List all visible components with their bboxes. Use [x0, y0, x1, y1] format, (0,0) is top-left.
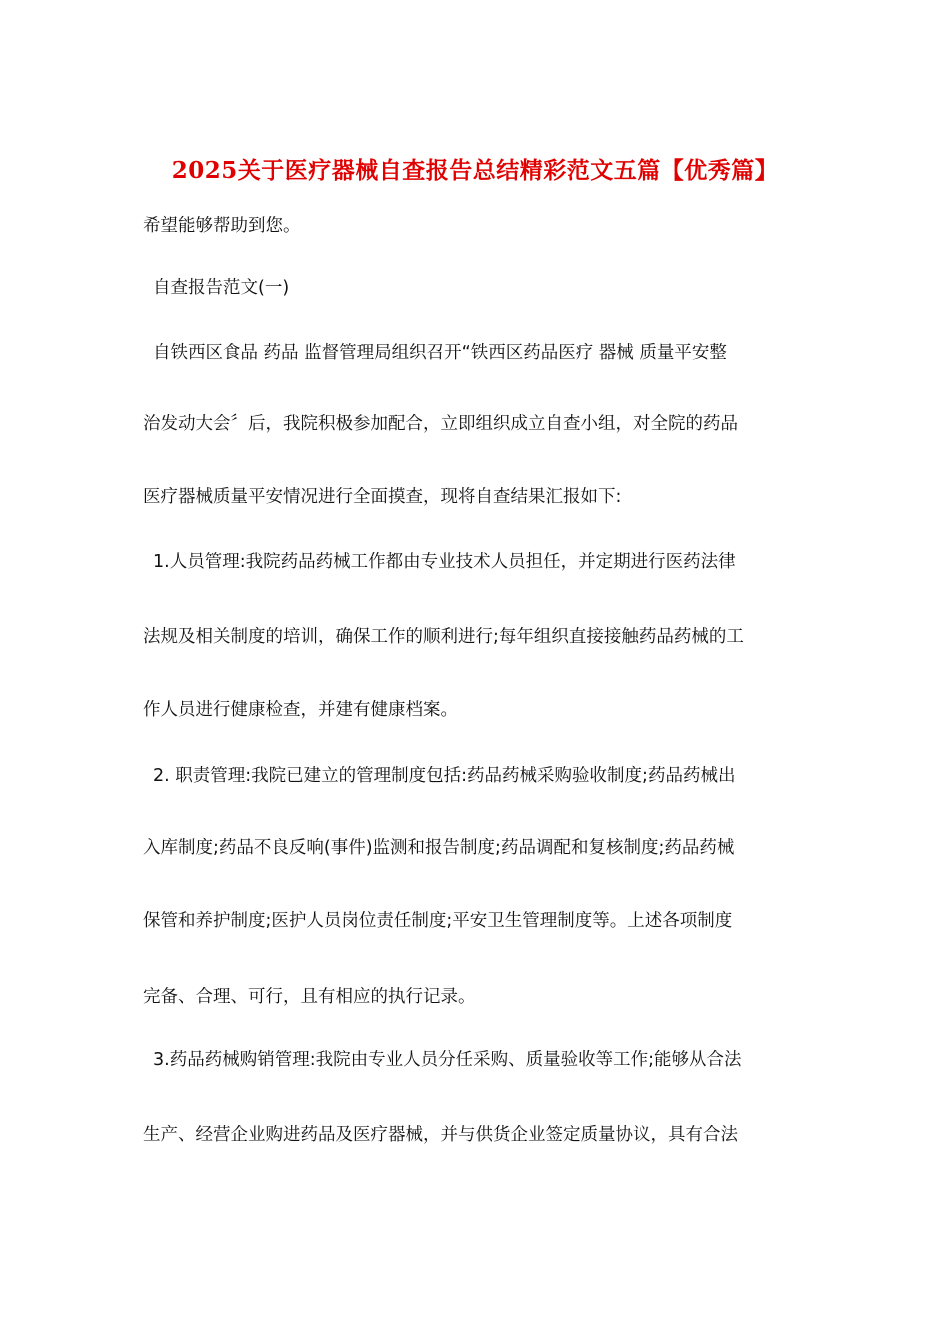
paragraph-line: 2. 职责管理:我院已建立的管理制度包括:药品药械采购验收制度;药品药械出 — [153, 766, 736, 786]
paragraph-line: 医疗器械质量平安情况进行全面摸查，现将自查结果汇报如下: — [143, 487, 622, 507]
intro-line: 希望能够帮助到您。 — [143, 216, 301, 236]
paragraph-line: 入库制度;药品不良反响(事件)监测和报告制度;药品调配和复核制度;药品药械 — [143, 838, 735, 858]
paragraph-line: 法规及相关制度的培训，确保工作的顺利进行;每年组织直接接触药品药械的工 — [143, 627, 744, 647]
section-heading: 自查报告范文(一) — [153, 278, 290, 298]
paragraph-line: 治发动大会〞后，我院积极参加配合，立即组织成立自查小组，对全院的药品 — [143, 414, 738, 434]
paragraph-line: 保管和养护制度;医护人员岗位责任制度;平安卫生管理制度等。上述各项制度 — [143, 911, 733, 931]
document-title: 2025关于医疗器械自查报告总结精彩范文五篇【优秀篇】 — [171, 157, 779, 184]
paragraph-line: 3.药品药械购销管理:我院由专业人员分任采购、质量验收等工作;能够从合法 — [153, 1050, 742, 1070]
paragraph-line: 作人员进行健康检查，并建有健康档案。 — [143, 700, 458, 720]
paragraph-line: 自铁西区食品 药品 监督管理局组织召开“铁西区药品医疗 器械 质量平安整 — [153, 343, 727, 363]
paragraph-line: 1.人员管理:我院药品药械工作都由专业技术人员担任，并定期进行医药法律 — [153, 552, 736, 572]
paragraph-line: 完备、合理、可行，且有相应的执行记录。 — [143, 987, 476, 1007]
paragraph-line: 生产、经营企业购进药品及医疗器械，并与供货企业签定质量协议，具有合法 — [143, 1125, 738, 1145]
